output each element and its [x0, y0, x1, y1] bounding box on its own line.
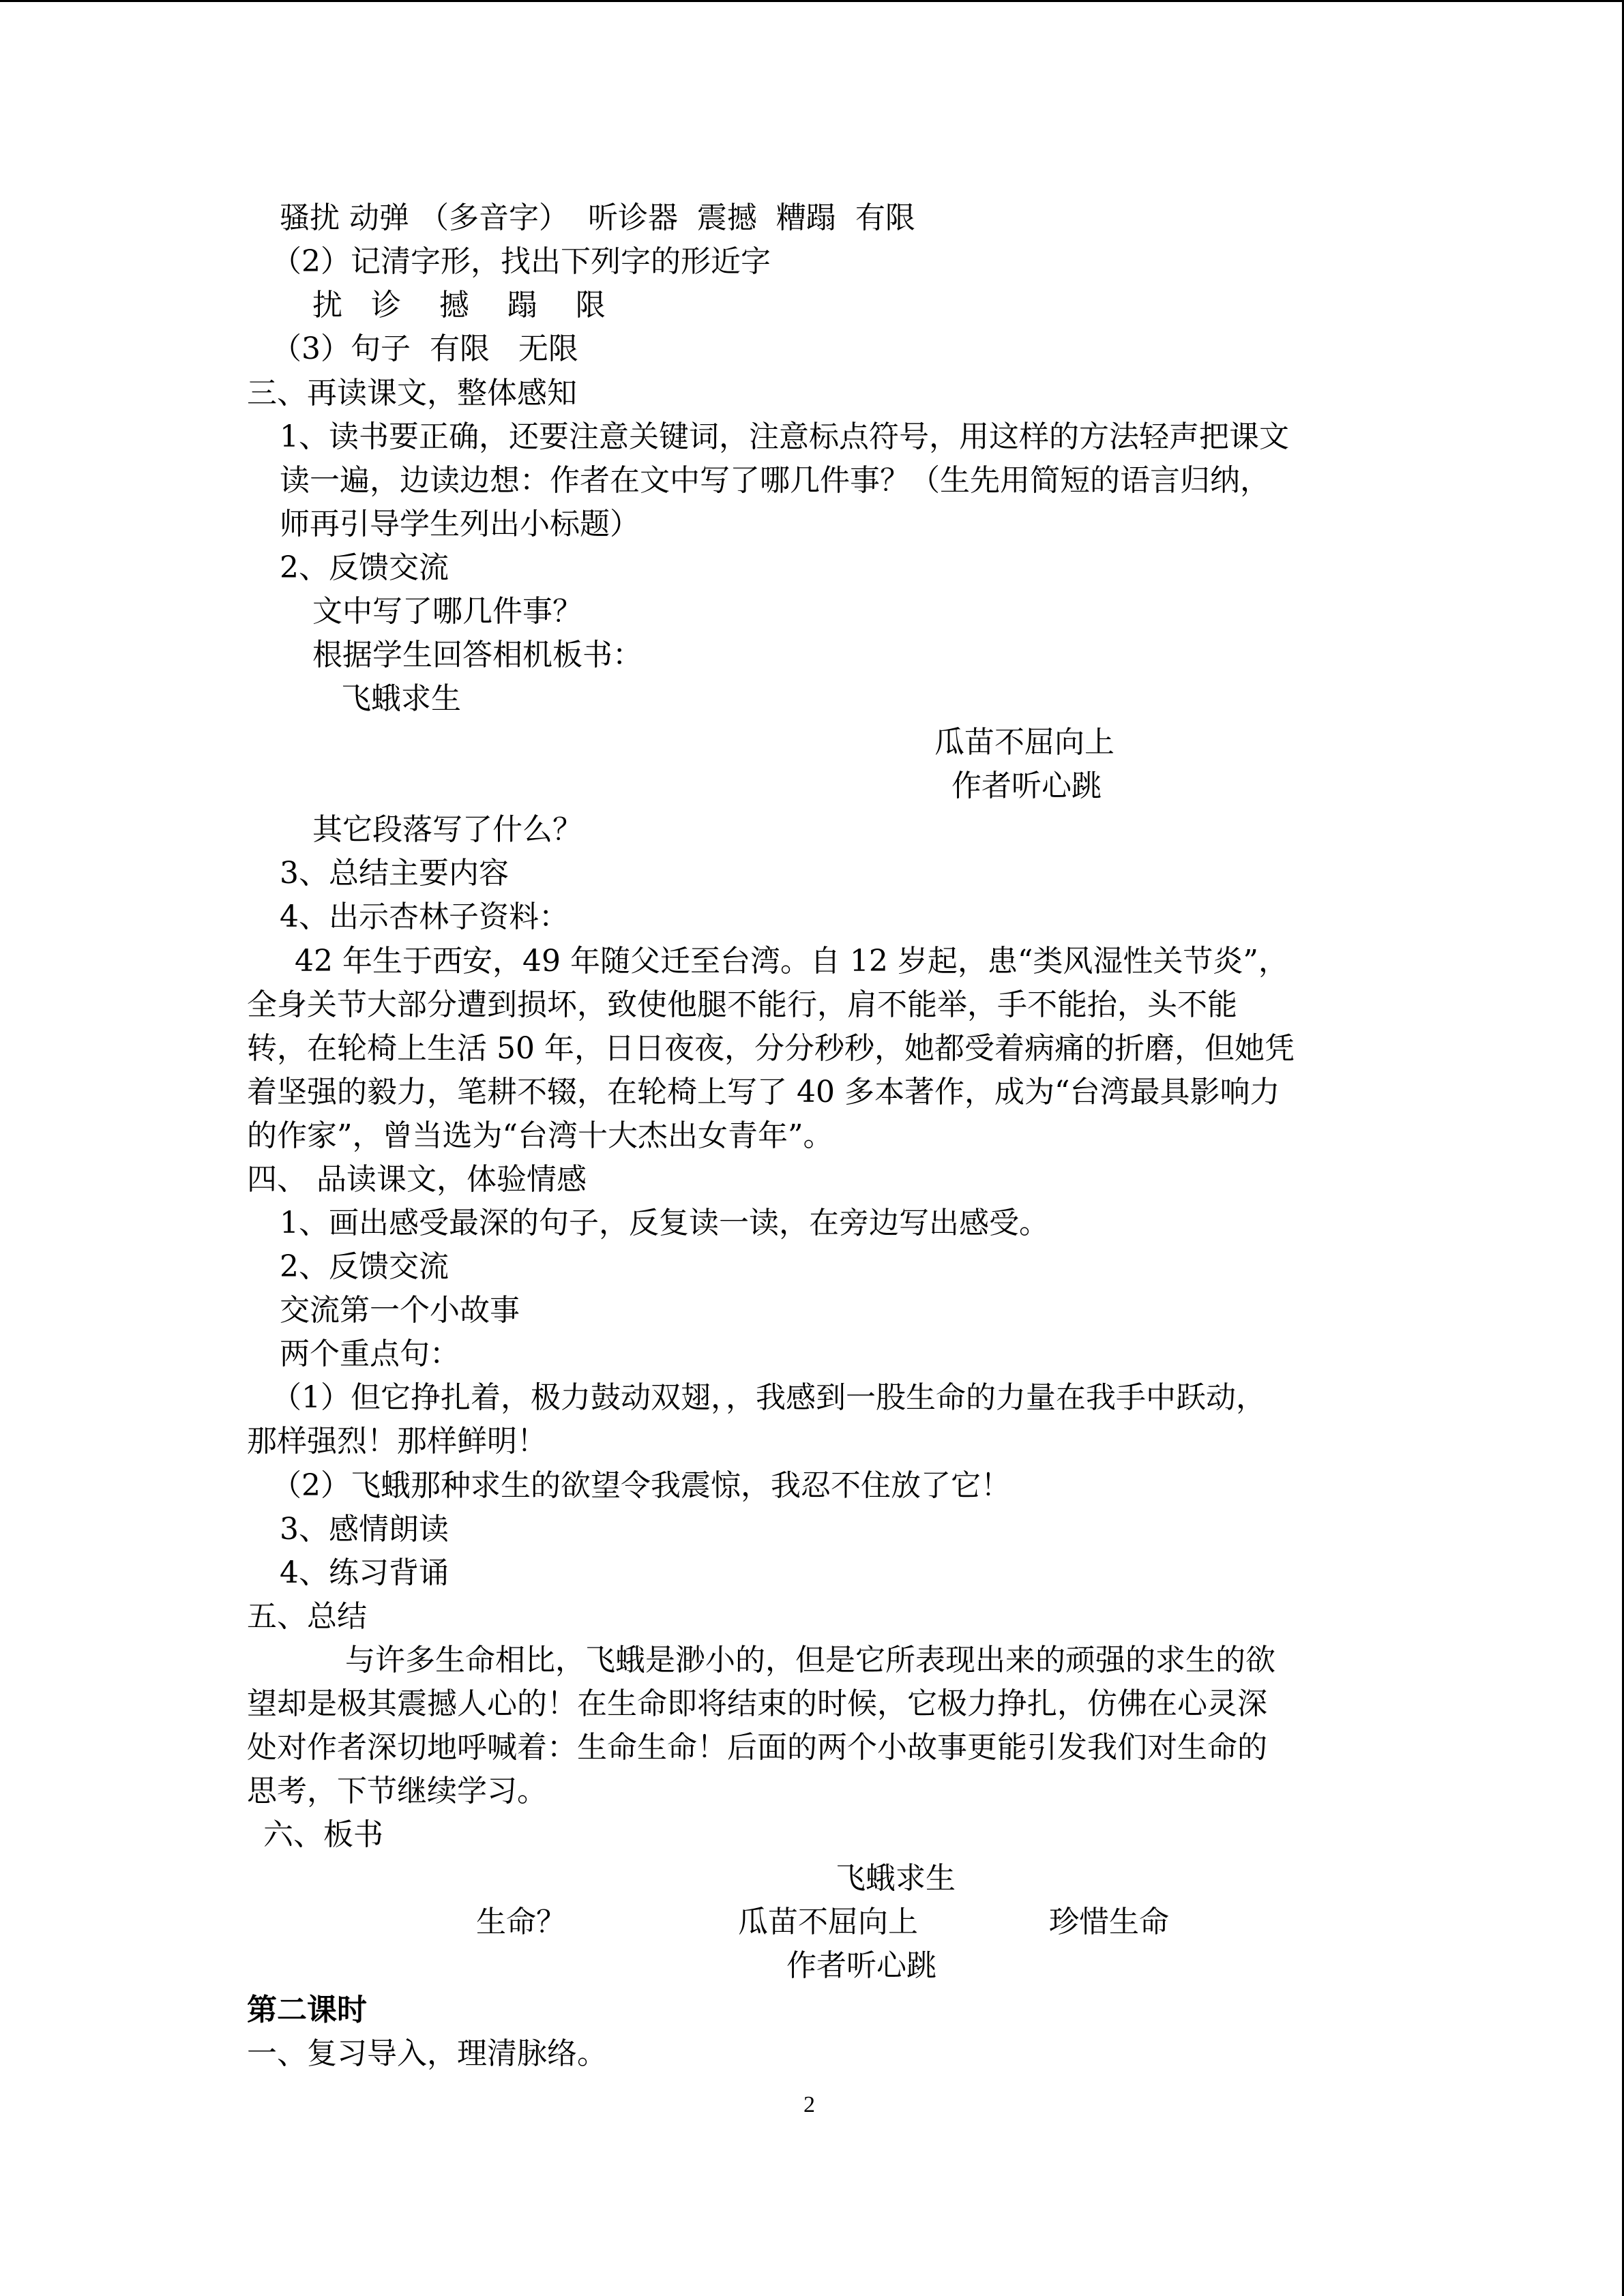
- text-line: 2、反馈交流: [280, 1249, 449, 1284]
- text-line: 两个重点句：: [280, 1337, 460, 1371]
- board-item: 作者听心跳: [951, 769, 1102, 803]
- board-item: 珍惜生命: [1049, 1905, 1169, 1939]
- text-line: 骚扰 动弹 （多音字） 听诊器 震撼 糟蹋 有限: [280, 200, 915, 235]
- board-item: 瓜苗不屈向上: [738, 1905, 918, 1939]
- text-line: 其它段落写了什么？: [312, 812, 582, 847]
- text-line: 2、反馈交流: [280, 550, 449, 585]
- text-line: 3、感情朗读: [280, 1512, 449, 1547]
- text-line: 着坚强的毅力，笔耕不辍，在轮椅上写了 40 多本著作，成为“台湾最具影响力: [247, 1075, 1280, 1109]
- section-heading: 六、板书: [263, 1817, 383, 1852]
- text-line: 交流第一个小故事: [280, 1293, 520, 1328]
- text-line: 全身关节大部分遭到损坏，致使他腿不能行，肩不能举，手不能抬，头不能: [247, 987, 1237, 1022]
- text-line: 那样强烈！那样鲜明！: [247, 1424, 547, 1459]
- board-item: 飞蛾求生: [341, 681, 461, 716]
- text-line: 3、总结主要内容: [280, 856, 509, 891]
- board-item: 飞蛾求生: [836, 1861, 956, 1896]
- text-line: 42 年生于西安，49 年随父迁至台湾。自 12 岁起，患“类风湿性关节炎”，: [295, 944, 1288, 979]
- section-heading: 五、总结: [247, 1599, 367, 1634]
- text-line: 的作家”，曾当选为“台湾十大杰出女青年”。: [247, 1118, 833, 1153]
- text-line: （2）记清字形，找出下列字的形近字: [271, 244, 771, 279]
- lesson-title: 第二课时: [247, 1993, 367, 2027]
- board-item: 瓜苗不屈向上: [934, 725, 1114, 760]
- text-line: 文中写了哪几件事？: [312, 594, 582, 629]
- text-line: 扰 诊 撼 蹋 限: [312, 288, 606, 323]
- text-line: 师再引导学生列出小标题）: [280, 507, 640, 541]
- text-line: 读一遍，边读边想：作者在文中写了哪几件事？（生先用简短的语言归纳，: [280, 463, 1270, 498]
- text-line: 4、练习背诵: [280, 1555, 449, 1590]
- page-border-top: [0, 0, 1624, 2]
- section-heading: 三、再读课文，整体感知: [247, 376, 577, 411]
- text-line: 1、画出感受最深的句子，反复读一读，在旁边写出感受。: [280, 1206, 1049, 1240]
- text-line: 与许多生命相比，飞蛾是渺小的，但是它所表现出来的顽强的求生的欲: [345, 1643, 1275, 1678]
- board-item: 作者听心跳: [786, 1948, 936, 1983]
- text-line: 处对作者深切地呼喊着：生命生命！后面的两个小故事更能引发我们对生命的: [247, 1730, 1267, 1765]
- text-line: 望却是极其震撼人心的！在生命即将结束的时候，它极力挣扎，仿佛在心灵深: [247, 1686, 1267, 1721]
- board-item: 生命？: [476, 1905, 566, 1939]
- page-number: 2: [803, 2092, 815, 2117]
- text-line: 根据学生回答相机板书：: [312, 638, 643, 672]
- text-line: 思考，下节继续学习。: [247, 1774, 547, 1808]
- text-line: （2）飞蛾那种求生的欲望令我震惊，我忍不住放了它！: [271, 1468, 1011, 1503]
- text-line: 4、出示杏林子资料：: [280, 899, 569, 934]
- text-line: 1、读书要正确，还要注意关键词，注意标点符号，用这样的方法轻声把课文: [280, 419, 1289, 454]
- section-heading: 一、复习导入，理清脉络。: [247, 2036, 607, 2071]
- section-heading: 四、 品读课文，体验情感: [247, 1162, 587, 1197]
- text-line: （1）但它挣扎着，极力鼓动双翅，，我感到一股生命的力量在我手中跃动，: [271, 1380, 1266, 1415]
- text-line: 转，在轮椅上生活 50 年，日日夜夜，分分秒秒，她都受着病痛的折磨，但她凭: [247, 1031, 1295, 1066]
- text-line: （3）句子 有限 无限: [271, 331, 578, 366]
